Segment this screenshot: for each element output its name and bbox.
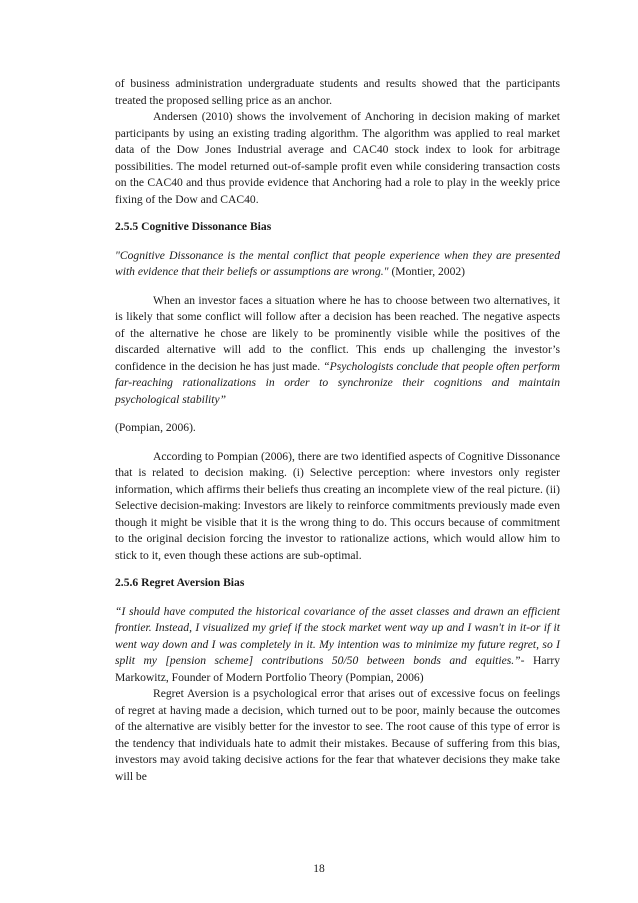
paragraph-andersen: Andersen (2010) shows the involvement of Anchoring in decision making of market participants by using an existing trading algorithm. The algorithm was applied to real market data of the Dow Jones Industrial average and CAC40 stock index to look for arbitrage possibilities. The model returned out-of-sample profit even while considering transaction costs on the CAC40 and thus provide evidence that Anchoring had a role to play in the weekly price fixing of the Dow and CAC40. — [115, 110, 560, 206]
definition-quote: "Cognitive Dissonance is the mental conflict that people experience when they are presented with evidence that their beliefs or assumptions are wrong." — [115, 248, 560, 278]
paragraph-investor-conflict — [115, 293, 560, 409]
section-heading-cognitive-dissonance: 2.5.5 Cognitive Dissonance Bias — [115, 220, 272, 233]
markowitz-quote-block — [115, 604, 560, 687]
pompian-citation: (Pompian, 2006). — [115, 421, 196, 434]
markowitz-attribution: - Harry Markowitz, Founder of Modern Portfolio Theory (Pompian, 2006) — [115, 654, 561, 684]
paragraph-pompian-aspects: According to Pompian (2006), there are two identified aspects of Cognitive Dissonance that is related to decision making. (i) Selective perception: where investors only register information, which affirms their beliefs thus creating an incomplete view of the real picture. (ii) Selective decision-making: Investors are likely to reinforce commitments previously made even though it might be visible that it is the wrong thing to do. This occurs because of commitment to the original decision forcing the investor to rationalize actions, which would allow him to stick to it, even though these actions are sub-optimal. — [115, 449, 560, 562]
page-number: 18 — [313, 863, 325, 875]
markowitz-quote: “I should have computed the historical covariance of the asset classes and drawn an efficient frontier. Instead, I visualized my grief if the stock market went way up and I wasn't in it-or if it went way down and I was completely in it. My intention was to minimize my future regret, so I split my [pension scheme] contributions 50/50 between bonds and equities.” — [115, 604, 560, 667]
definition-citation: (Montier, 2002) — [388, 265, 466, 278]
cognitive-dissonance-definition — [115, 248, 560, 281]
section-heading-regret-aversion: 2.5.6 Regret Aversion Bias — [115, 576, 245, 589]
psychologists-quote: “Psychologists conclude that people often perform far-reaching rationalizations in order to synchronize their cognitions and maintain psychological stability” — [115, 359, 560, 406]
paragraph-regret-aversion: Regret Aversion is a psychological error that arises out of excessive focus on feelings of regret at having made a decision, which turned out to be poor, mainly because the outcomes of the alternative are visibly better for the investor to see. The root cause of this type of error is the tendency that individuals hate to admit their mistakes. Because of suffering from this bias, investors may avoid taking decisive actions for the fear that whatever decisions they make take will be — [115, 687, 560, 783]
conflict-text: When an investor faces a situation where he has to choose between two alternatives, it is likely that some conflict will follow after a decision has been reached. The negative aspects of the alternative he chose are likely to be prominently visible while the positives of the discarded alternative will add to the conflict. This ends up challenging the investor’s confidence in the decision he has just made. — [115, 293, 560, 373]
paragraph-anchor-intro: of business administration undergraduate students and results showed that the participants treated the proposed selling price as an anchor. — [115, 77, 560, 107]
document-page — [115, 76, 560, 785]
